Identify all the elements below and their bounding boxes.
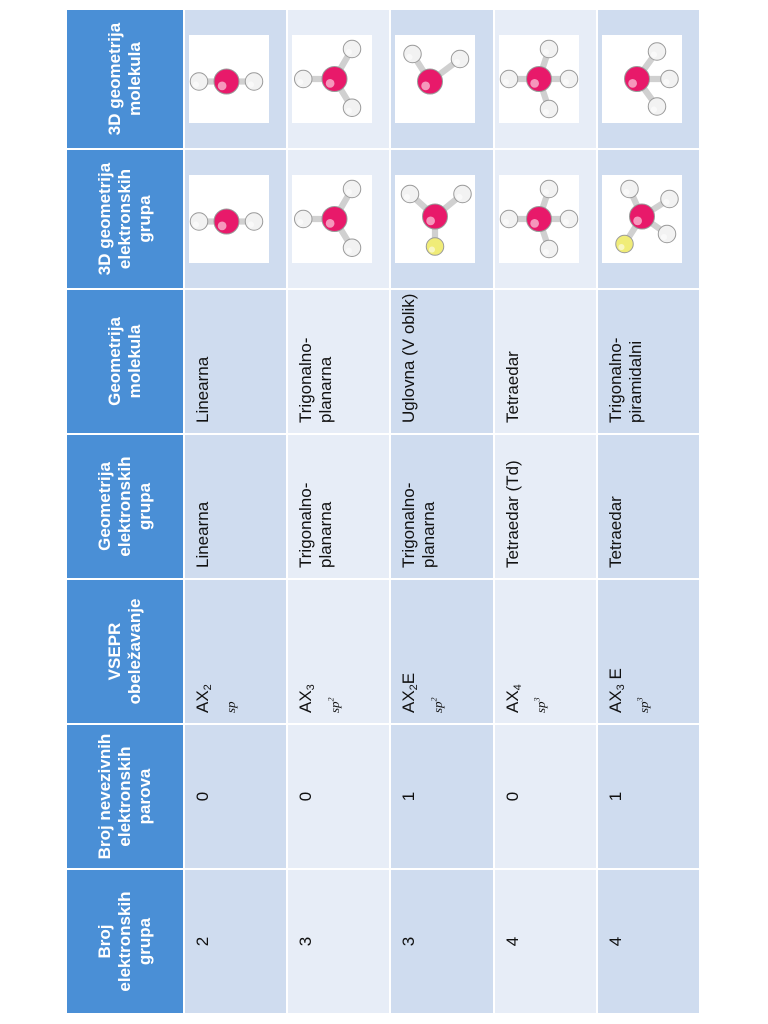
cell-vsepr — [390, 579, 493, 724]
hybridization-label: $sp^2$ — [429, 697, 445, 713]
cell-molecule-3d — [494, 9, 597, 149]
table-row — [494, 9, 597, 1014]
cell-groups: 2 — [184, 869, 287, 1014]
hybridization-label: $sp^3$ — [532, 697, 548, 713]
cell-molecule-3d — [184, 9, 287, 149]
trigonal-planar-molecule-icon — [292, 175, 372, 263]
vsepr-notation: $AX_3$ — [296, 684, 318, 713]
tetrahedral-molecule-icon — [499, 175, 579, 263]
header-lone-pairs: Broj nevezivnih elektronskih parova — [66, 724, 184, 869]
cell-lone-pairs: 1 — [597, 724, 700, 869]
cell-molecule-3d — [597, 9, 700, 149]
table-row — [597, 9, 700, 1014]
cell-group-geometry: Tetraedar — [597, 434, 700, 579]
vsepr-table — [65, 8, 701, 1015]
vsepr-notation: $AX_4$ — [502, 684, 524, 713]
header-molecule-geometry: Geometrija molekula — [66, 289, 184, 434]
table-row — [390, 9, 493, 1014]
hybridization-label: $sp^3$ — [635, 697, 652, 713]
cell-groups: 4 — [597, 869, 700, 1014]
cell-lone-pairs: 0 — [287, 724, 390, 869]
hybridization-label: $sp^2$ — [326, 697, 342, 713]
header-row — [66, 9, 184, 1014]
cell-group-3d — [184, 149, 287, 289]
cell-group-geometry: Linearna — [184, 434, 287, 579]
tetrahedral-molecule-icon — [499, 35, 579, 123]
trigonal-planar-molecule-icon — [292, 35, 372, 123]
cell-molecule-geometry: Trigonalno-planarna — [287, 289, 390, 434]
cell-group-geometry: Trigonalno-planarna — [287, 434, 390, 579]
cell-group-geometry: Trigonalno-planarna — [390, 434, 493, 579]
cell-molecule-geometry: Uglovna (V oblik) — [390, 289, 493, 434]
vsepr-notation: $AX_2E$ — [399, 672, 421, 713]
cell-group-3d — [494, 149, 597, 289]
cell-group-3d — [597, 149, 700, 289]
cell-groups: 3 — [287, 869, 390, 1014]
vsepr-notation: $AX_2$ — [193, 684, 214, 713]
header-groups: Broj elektronskih grupa — [66, 869, 184, 1014]
cell-molecule-3d — [390, 9, 493, 149]
hybridization-label: sp — [223, 701, 239, 713]
cell-vsepr — [287, 579, 390, 724]
cell-lone-pairs: 0 — [494, 724, 597, 869]
cell-molecule-geometry: Linearna — [184, 289, 287, 434]
cell-lone-pairs: 1 — [390, 724, 493, 869]
header-vsepr: VSEPR obeležavanje — [66, 579, 184, 724]
cell-group-3d — [390, 149, 493, 289]
bent-molecule-icon — [395, 35, 475, 123]
tetrahedral-lone-pair-icon — [602, 175, 682, 263]
cell-group-geometry: Tetraedar (Td) — [494, 434, 597, 579]
trigonal-pyramidal-molecule-icon — [602, 35, 682, 123]
header-group-3d: 3D geometrija elektronskih grupa — [66, 149, 184, 289]
cell-molecule-geometry: Trigonalno-piramidalni — [597, 289, 700, 434]
cell-vsepr — [494, 579, 597, 724]
header-molecule-3d: 3D geometrija molekula — [66, 9, 184, 149]
vsepr-notation: $AX_3$ E — [605, 668, 627, 713]
linear-molecule-icon — [189, 35, 269, 123]
cell-molecule-geometry: Tetraedar — [494, 289, 597, 434]
vsepr-table-slide — [65, 10, 701, 1015]
trigonal-planar-lone-pair-icon — [395, 175, 475, 263]
cell-groups: 3 — [390, 869, 493, 1014]
header-group-geometry: Geometrija elektronskih grupa — [66, 434, 184, 579]
cell-group-3d — [287, 149, 390, 289]
table-row — [287, 9, 390, 1014]
linear-molecule-icon — [189, 175, 269, 263]
cell-vsepr — [184, 579, 287, 724]
cell-groups: 4 — [494, 869, 597, 1014]
cell-vsepr — [597, 579, 700, 724]
table-row — [184, 9, 287, 1014]
cell-lone-pairs: 0 — [184, 724, 287, 869]
cell-molecule-3d — [287, 9, 390, 149]
